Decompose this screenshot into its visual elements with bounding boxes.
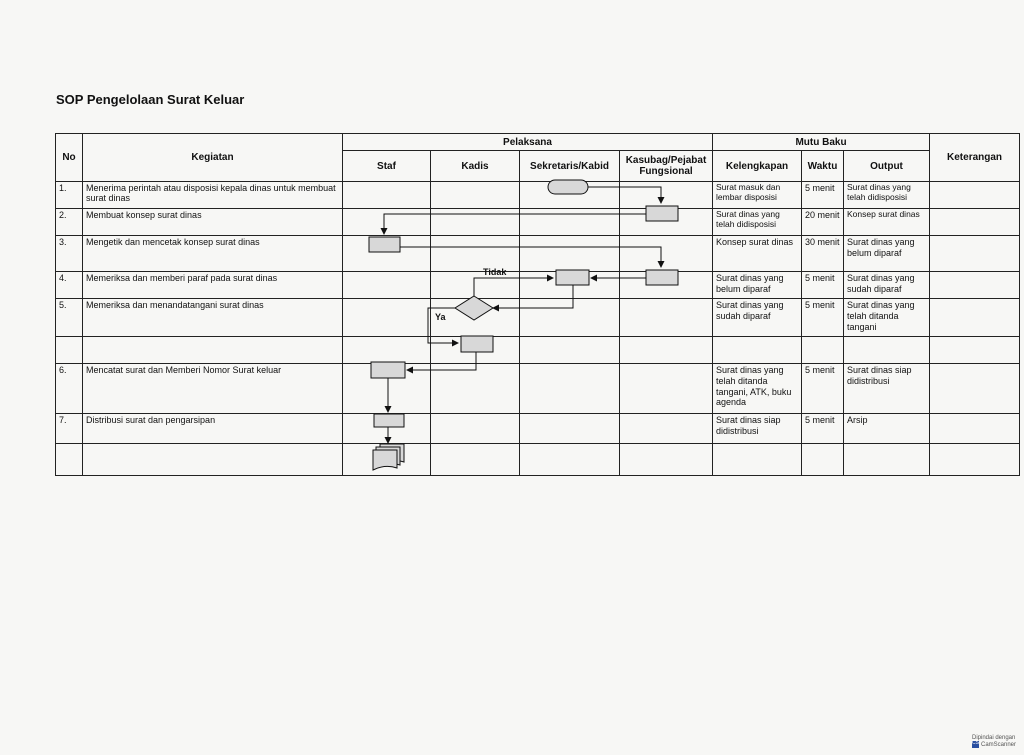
row-kegiatan: Membuat konsep surat dinas	[83, 209, 343, 236]
label-ya: Ya	[435, 312, 446, 322]
row-no	[56, 444, 83, 476]
scanner-watermark	[972, 735, 1016, 749]
header-kelengkapan: Kelengkapan	[713, 151, 802, 182]
header-kegiatan: Kegiatan	[83, 134, 343, 182]
header-mutu-baku: Mutu Baku	[713, 134, 930, 151]
row-no: 6.	[56, 364, 83, 414]
table-row	[56, 236, 1020, 272]
table-row	[56, 414, 1020, 444]
header-keterangan: Keterangan	[930, 134, 1020, 182]
row-output	[844, 444, 930, 476]
row-kegiatan	[83, 444, 343, 476]
row-kelengkapan: Surat dinas yang telah ditanda tangani, ATK, buku agenda	[713, 364, 802, 414]
row-no: 4.	[56, 272, 83, 299]
row-no: 2.	[56, 209, 83, 236]
header-pelaksana: Pelaksana	[343, 134, 713, 151]
row-output: Surat dinas yang belum diparaf	[844, 236, 930, 272]
row-kegiatan: Memeriksa dan memberi paraf pada surat dinas	[83, 272, 343, 299]
row-waktu: 5 menit	[802, 364, 844, 414]
row-kegiatan: Mencatat surat dan Memberi Nomor Surat keluar	[83, 364, 343, 414]
header-no: No	[56, 134, 83, 182]
header-staf: Staf	[343, 151, 431, 182]
row-no: 5.	[56, 299, 83, 337]
table-row	[56, 337, 1020, 364]
row-kelengkapan: Konsep surat dinas	[713, 236, 802, 272]
row-no: 3.	[56, 236, 83, 272]
table-row	[56, 299, 1020, 337]
table-row	[56, 444, 1020, 476]
row-kegiatan: Menerima perintah atau disposisi kepala dinas untuk membuat surat dinas	[83, 182, 343, 209]
row-kelengkapan	[713, 337, 802, 364]
row-kegiatan: Distribusi surat dan pengarsipan	[83, 414, 343, 444]
row-output: Surat dinas yang telah didisposisi	[844, 182, 930, 209]
row-no	[56, 337, 83, 364]
row-kelengkapan: Surat dinas yang telah didisposisi	[713, 209, 802, 236]
row-waktu	[802, 444, 844, 476]
row-kegiatan	[83, 337, 343, 364]
row-output: Surat dinas siap didistribusi	[844, 364, 930, 414]
row-waktu: 5 menit	[802, 182, 844, 209]
label-tidak: Tidak	[483, 267, 507, 277]
row-waktu: 20 menit	[802, 209, 844, 236]
table-row	[56, 364, 1020, 414]
row-waktu: 5 menit	[802, 272, 844, 299]
header-sekretaris: Sekretaris/Kabid	[520, 151, 620, 182]
row-waktu	[802, 337, 844, 364]
row-kegiatan: Mengetik dan mencetak konsep surat dinas	[83, 236, 343, 272]
row-kelengkapan: Surat masuk dan lembar disposisi	[713, 182, 802, 209]
header-kasubag: Kasubag/Pejabat Fungsional	[620, 151, 713, 182]
watermark-line2: CamScanner	[980, 742, 1016, 749]
header-waktu: Waktu	[802, 151, 844, 182]
camscanner-logo-icon: CS	[972, 740, 979, 747]
row-no: 7.	[56, 414, 83, 444]
row-kelengkapan: Surat dinas yang sudah diparaf	[713, 299, 802, 337]
table-row	[56, 182, 1020, 209]
row-kelengkapan	[713, 444, 802, 476]
row-waktu: 5 menit	[802, 299, 844, 337]
header-output: Output	[844, 151, 930, 182]
row-output	[844, 337, 930, 364]
table-row	[56, 272, 1020, 299]
row-output: Arsip	[844, 414, 930, 444]
row-waktu: 30 menit	[802, 236, 844, 272]
row-kelengkapan: Surat dinas siap didistribusi	[713, 414, 802, 444]
row-output: Konsep surat dinas	[844, 209, 930, 236]
row-kelengkapan: Surat dinas yang belum diparaf	[713, 272, 802, 299]
row-no: 1.	[56, 182, 83, 209]
row-output: Surat dinas yang telah ditanda tangani	[844, 299, 930, 337]
watermark-line1: Dipindai dengan	[971, 734, 1016, 741]
sop-table	[55, 133, 1020, 476]
row-waktu: 5 menit	[802, 414, 844, 444]
row-output: Surat dinas yang sudah diparaf	[844, 272, 930, 299]
page-title: SOP Pengelolaan Surat Keluar	[56, 92, 245, 107]
table-row	[56, 209, 1020, 236]
row-kegiatan: Memeriksa dan menandatangani surat dinas	[83, 299, 343, 337]
header-kadis: Kadis	[431, 151, 520, 182]
